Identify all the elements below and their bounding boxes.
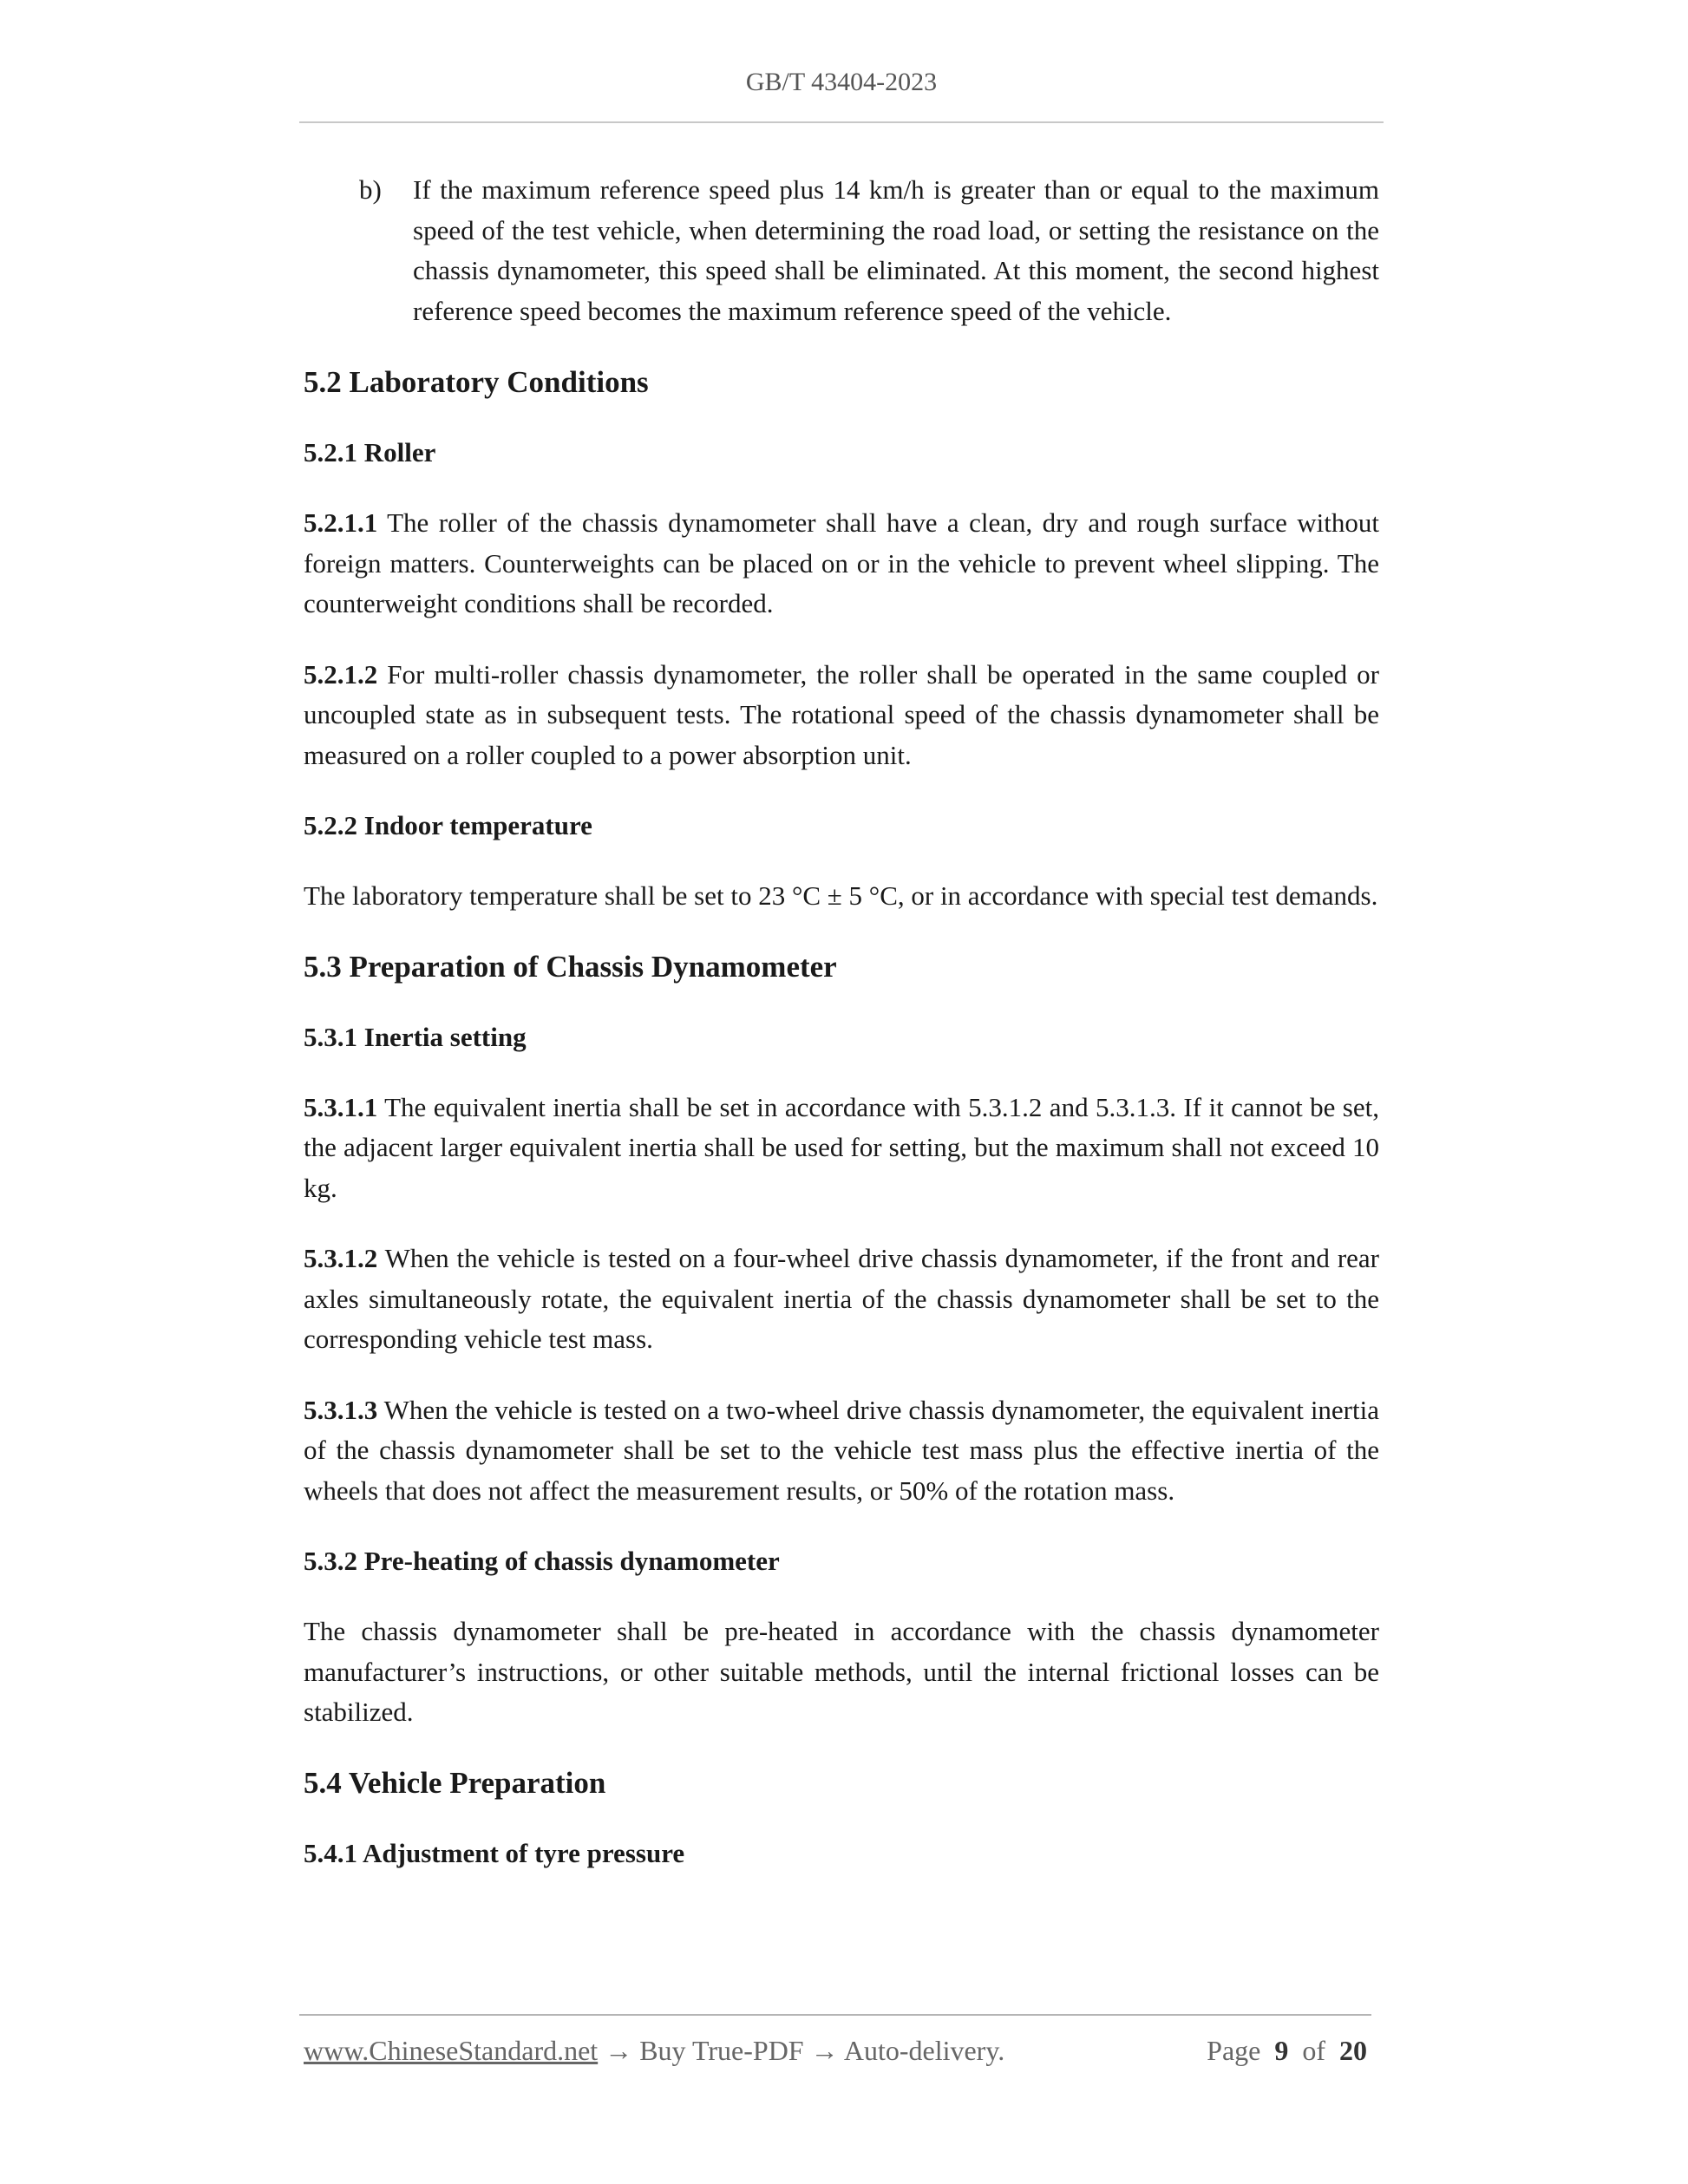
list-marker: b): [359, 174, 382, 205]
heading-5-4-1: 5.4.1 Adjustment of tyre pressure: [304, 1837, 685, 1868]
total-pages: 20: [1339, 2035, 1367, 2066]
clause-number: 5.2.1.2: [304, 658, 378, 690]
clause-number: 5.2.1.1: [304, 507, 378, 538]
footer-promo: [304, 2035, 1004, 2067]
paragraph-5-3-2: The chassis dynamometer shall be pre-heated in accordance with the chassis dynamometer manufacturer’s instructions, or other suitable methods, until the internal frictional losses can be stabilized.: [304, 1616, 1379, 1727]
heading-5-3: 5.3 Preparation of Chassis Dynamometer: [304, 949, 837, 984]
website-link[interactable]: www.ChineseStandard.net: [304, 2035, 599, 2066]
clause-text: The equivalent inertia shall be set in accordance with 5.3.1.2 and 5.3.1.3. If it cannot be set, the adjacent larger equivalent inertia shall be used for setting, but the maximum shall not exceed 10 kg.: [304, 1091, 1379, 1203]
page-number: [1207, 2035, 1367, 2067]
paragraph-5-2-2: The laboratory temperature shall be set to 23 °C ± 5 °C, or in accordance with special test demands.: [304, 880, 1378, 911]
of-label: of: [1302, 2035, 1325, 2066]
clause-text: For multi-roller chassis dynamometer, the roller shall be operated in the same coupled or uncoupled state as in subsequent tests. The rotational speed of the chassis dynamometer shall be measured on a roller coupled to a power absorption unit.: [304, 658, 1379, 770]
current-page: 9: [1274, 2035, 1289, 2066]
heading-5-2: 5.2 Laboratory Conditions: [304, 365, 649, 399]
clause-number: 5.3.1.2: [304, 1243, 378, 1273]
clause-5-2-1-1: [304, 503, 1379, 624]
heading-5-2-2: 5.2.2 Indoor temperature: [304, 810, 592, 840]
clause-text: The roller of the chassis dynamometer shall have a clean, dry and rough surface without foreign matters. Counterweights can be placed on or in the vehicle to prevent wheel slipping. The counterweight conditions shall be recorded.: [304, 507, 1379, 618]
list-text: If the maximum reference speed plus 14 km/h is greater than or equal to the maximum speed of the test vehicle, when determining the road load, or setting the resistance on the chassis dynamometer, this speed shall be eliminated. At this moment, the second highest reference speed becomes the maximum reference speed of the vehicle.: [413, 174, 1379, 326]
heading-5-3-2: 5.3.2 Pre-heating of chassis dynamometer: [304, 1546, 780, 1576]
clause-5-3-1-2: [304, 1239, 1379, 1360]
footer-divider: [299, 2014, 1371, 2016]
clause-5-3-1-3: [304, 1390, 1379, 1512]
page-footer: [304, 2035, 1367, 2067]
heading-5-4: 5.4 Vehicle Preparation: [304, 1765, 606, 1800]
clause-5-3-1-1: [304, 1088, 1379, 1209]
heading-5-2-1: 5.2.1 Roller: [304, 437, 436, 468]
page-content: [304, 170, 1379, 1904]
heading-5-3-1: 5.3.1 Inertia setting: [304, 1021, 527, 1052]
clause-text: When the vehicle is tested on a four-wheel drive chassis dynamometer, if the front and rear axles simultaneously rotate, the equivalent inertia of the chassis dynamometer shall be set to the corresponding vehicle test mass.: [304, 1243, 1379, 1354]
footer-promo-text: → Buy True-PDF → Auto-delivery.: [598, 2035, 1005, 2066]
clause-number: 5.3.1.1: [304, 1091, 378, 1122]
clause-number: 5.3.1.3: [304, 1394, 378, 1425]
clause-text: When the vehicle is tested on a two-wheel drive chassis dynamometer, the equivalent inertia of the chassis dynamometer shall be set to the vehicle test mass plus the effective inertia of the wheels that does not affect the measurement results, or 50% of the rotation mass.: [304, 1394, 1379, 1506]
header-divider: [299, 121, 1384, 123]
list-item-b: [304, 170, 1379, 331]
page-header: GB/T 43404-2023: [745, 68, 938, 96]
page-label: Page: [1207, 2035, 1261, 2066]
clause-5-2-1-2: [304, 655, 1379, 776]
